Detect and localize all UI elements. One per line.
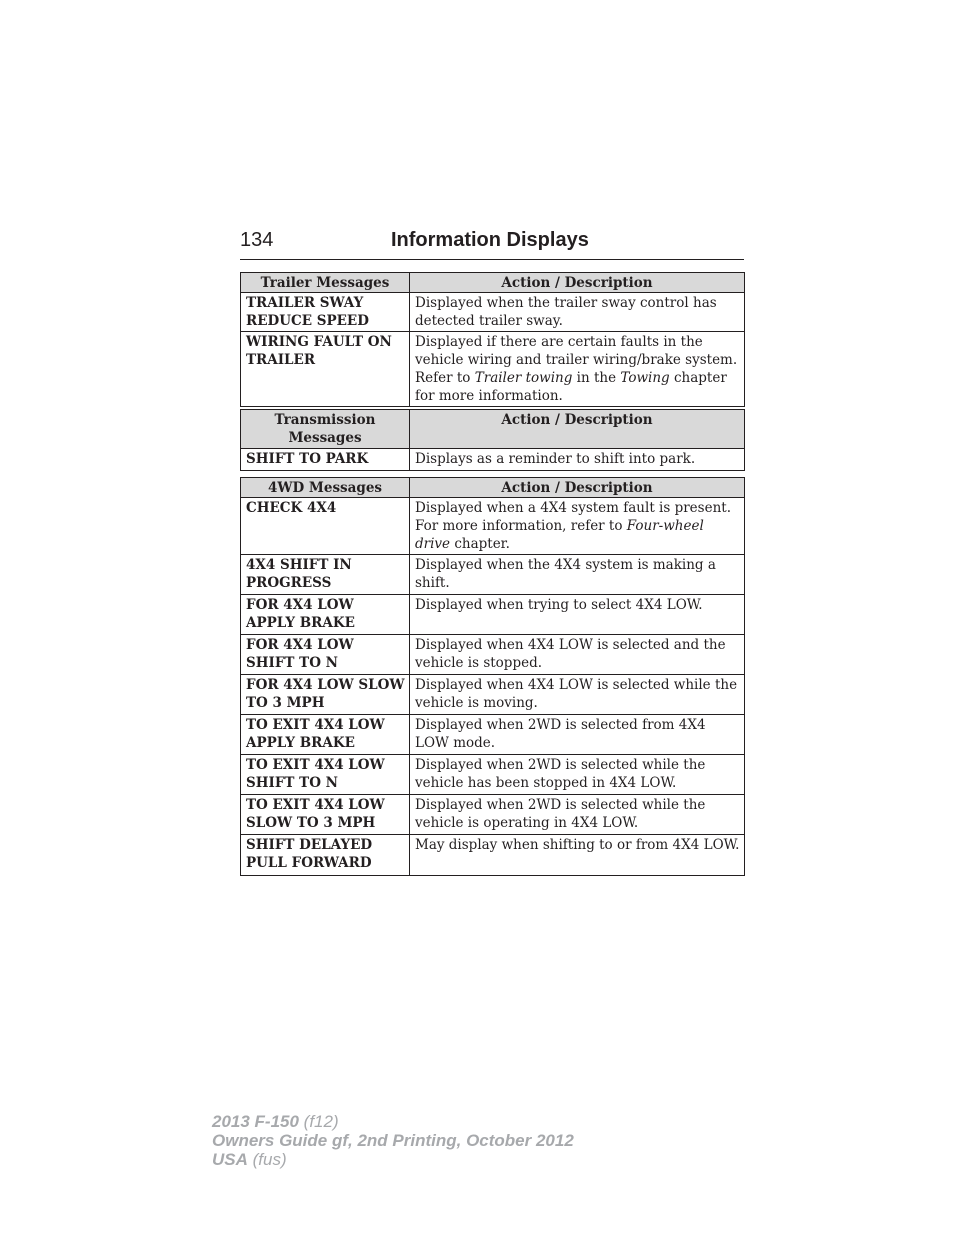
- message-description: Displayed when trying to select 4X4 LOW.: [410, 595, 745, 635]
- message-description: Displayed when 2WD is selected while the vehicle has been stopped in 4X4 LOW.: [410, 755, 745, 795]
- message-name: FOR 4X4 LOW APPLY BRAKE: [241, 595, 410, 635]
- trailer-messages-table: [240, 272, 745, 407]
- table-row: [241, 755, 745, 795]
- message-name: SHIFT TO PARK: [241, 449, 410, 471]
- table-row: [241, 635, 745, 675]
- table-row: [241, 332, 745, 407]
- table-row: [241, 555, 745, 595]
- column-header: 4WD Messages: [241, 478, 410, 498]
- message-name: WIRING FAULT ON TRAILER: [241, 332, 410, 407]
- message-name: 4X4 SHIFT IN PROGRESS: [241, 555, 410, 595]
- table-row: [241, 498, 745, 555]
- cross-reference: Trailer towing: [474, 370, 573, 386]
- page-number: 134: [240, 229, 274, 251]
- column-header: Action / Description: [410, 273, 745, 293]
- message-name: TO EXIT 4X4 LOW SLOW TO 3 MPH: [241, 795, 410, 835]
- column-header: Action / Description: [410, 410, 745, 449]
- page-title: Information Displays: [391, 229, 589, 251]
- message-name: FOR 4X4 LOW SHIFT TO N: [241, 635, 410, 675]
- message-name: TO EXIT 4X4 LOW APPLY BRAKE: [241, 715, 410, 755]
- message-description: Displayed when the trailer sway control has detected trailer sway.: [410, 293, 745, 332]
- transmission-messages-table: [240, 409, 745, 471]
- column-header: Trailer Messages: [241, 273, 410, 293]
- 4wd-messages-table: [240, 477, 745, 876]
- message-description: Displayed when 4X4 LOW is selected while the vehicle is moving.: [410, 675, 745, 715]
- message-name: TRAILER SWAY REDUCE SPEED: [241, 293, 410, 332]
- table-row: [241, 449, 745, 471]
- footer-edition-line: Owners Guide gf, 2nd Printing, October 2012: [212, 1131, 574, 1150]
- message-name: SHIFT DELAYED PULL FORWARD: [241, 835, 410, 876]
- message-description: Displays as a reminder to shift into park.: [410, 449, 745, 471]
- column-header: Transmission Messages: [241, 410, 410, 449]
- message-description: Displayed when 2WD is selected from 4X4 LOW mode.: [410, 715, 745, 755]
- message-name: CHECK 4X4: [241, 498, 410, 555]
- cross-reference: Four-wheel drive: [415, 518, 704, 552]
- message-description: Displayed when 2WD is selected while the vehicle is operating in 4X4 LOW.: [410, 795, 745, 835]
- cross-reference: Towing: [620, 370, 670, 386]
- page-footer: [212, 1112, 574, 1169]
- message-description: Displayed when 4X4 LOW is selected and the vehicle is stopped.: [410, 635, 745, 675]
- table-row: [241, 675, 745, 715]
- message-description: Displayed if there are certain faults in the vehicle wiring and trailer wiring/brake system. Refer to Trailer towing in the Towing chapter for more information.: [410, 332, 745, 407]
- message-name: FOR 4X4 LOW SLOW TO 3 MPH: [241, 675, 410, 715]
- table-row: [241, 835, 745, 876]
- table-row: [241, 795, 745, 835]
- message-description: Displayed when a 4X4 system fault is present. For more information, refer to Four-wheel drive chapter.: [410, 498, 745, 555]
- message-description: Displayed when the 4X4 system is making a shift.: [410, 555, 745, 595]
- message-name: TO EXIT 4X4 LOW SHIFT TO N: [241, 755, 410, 795]
- table-row: [241, 293, 745, 332]
- footer-model-line: 2013 F-150 (f12): [212, 1112, 339, 1131]
- page-header: [240, 229, 744, 260]
- footer-market-line: USA (fus): [212, 1150, 287, 1169]
- message-description: May display when shifting to or from 4X4 LOW.: [410, 835, 745, 876]
- table-row: [241, 595, 745, 635]
- column-header: Action / Description: [410, 478, 745, 498]
- table-row: [241, 715, 745, 755]
